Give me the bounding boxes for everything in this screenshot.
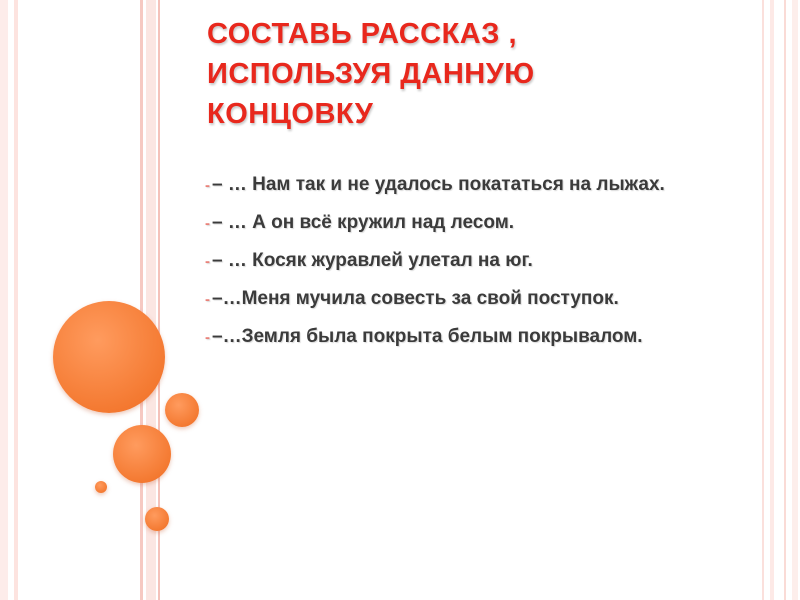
right-stripe bbox=[792, 0, 798, 600]
list-item bbox=[205, 208, 745, 239]
ending-list bbox=[205, 170, 745, 360]
decorative-circle-large bbox=[53, 301, 165, 413]
decorative-circle-small bbox=[165, 393, 199, 427]
left-stripe bbox=[0, 0, 8, 600]
bullet-icon: - bbox=[205, 329, 210, 346]
decorative-circle-small bbox=[145, 507, 169, 531]
right-stripe bbox=[770, 0, 774, 600]
title-line: ИСПОЛЬЗУЯ ДАННУЮ bbox=[207, 58, 535, 90]
bullet-icon: - bbox=[205, 177, 210, 194]
list-item bbox=[205, 322, 745, 353]
title-line: КОНЦОВКУ bbox=[207, 98, 374, 130]
list-item bbox=[205, 246, 745, 277]
slide-title bbox=[207, 14, 767, 134]
list-item-text: –…Земля была покрыта белым покрывалом. bbox=[212, 326, 643, 347]
list-item-text: – … Косяк журавлей улетал на юг. bbox=[212, 250, 533, 271]
list-item-text: – … Нам так и не удалось покататься на лыжах. bbox=[212, 174, 665, 195]
decorative-circle-tiny bbox=[95, 481, 107, 493]
list-item-text: – … А он всё кружил над лесом. bbox=[212, 212, 515, 233]
list-item bbox=[205, 284, 745, 315]
list-item-text: –…Меня мучила совесть за свой поступок. bbox=[212, 288, 619, 309]
left-stripe bbox=[140, 0, 143, 600]
list-item bbox=[205, 170, 745, 201]
right-stripe bbox=[784, 0, 786, 600]
bullet-icon: - bbox=[205, 215, 210, 232]
decorative-circle-medium bbox=[113, 425, 171, 483]
title-line: СОСТАВЬ РАССКАЗ , bbox=[207, 18, 517, 50]
left-stripe bbox=[14, 0, 18, 600]
bullet-icon: - bbox=[205, 253, 210, 270]
bullet-icon: - bbox=[205, 291, 210, 308]
